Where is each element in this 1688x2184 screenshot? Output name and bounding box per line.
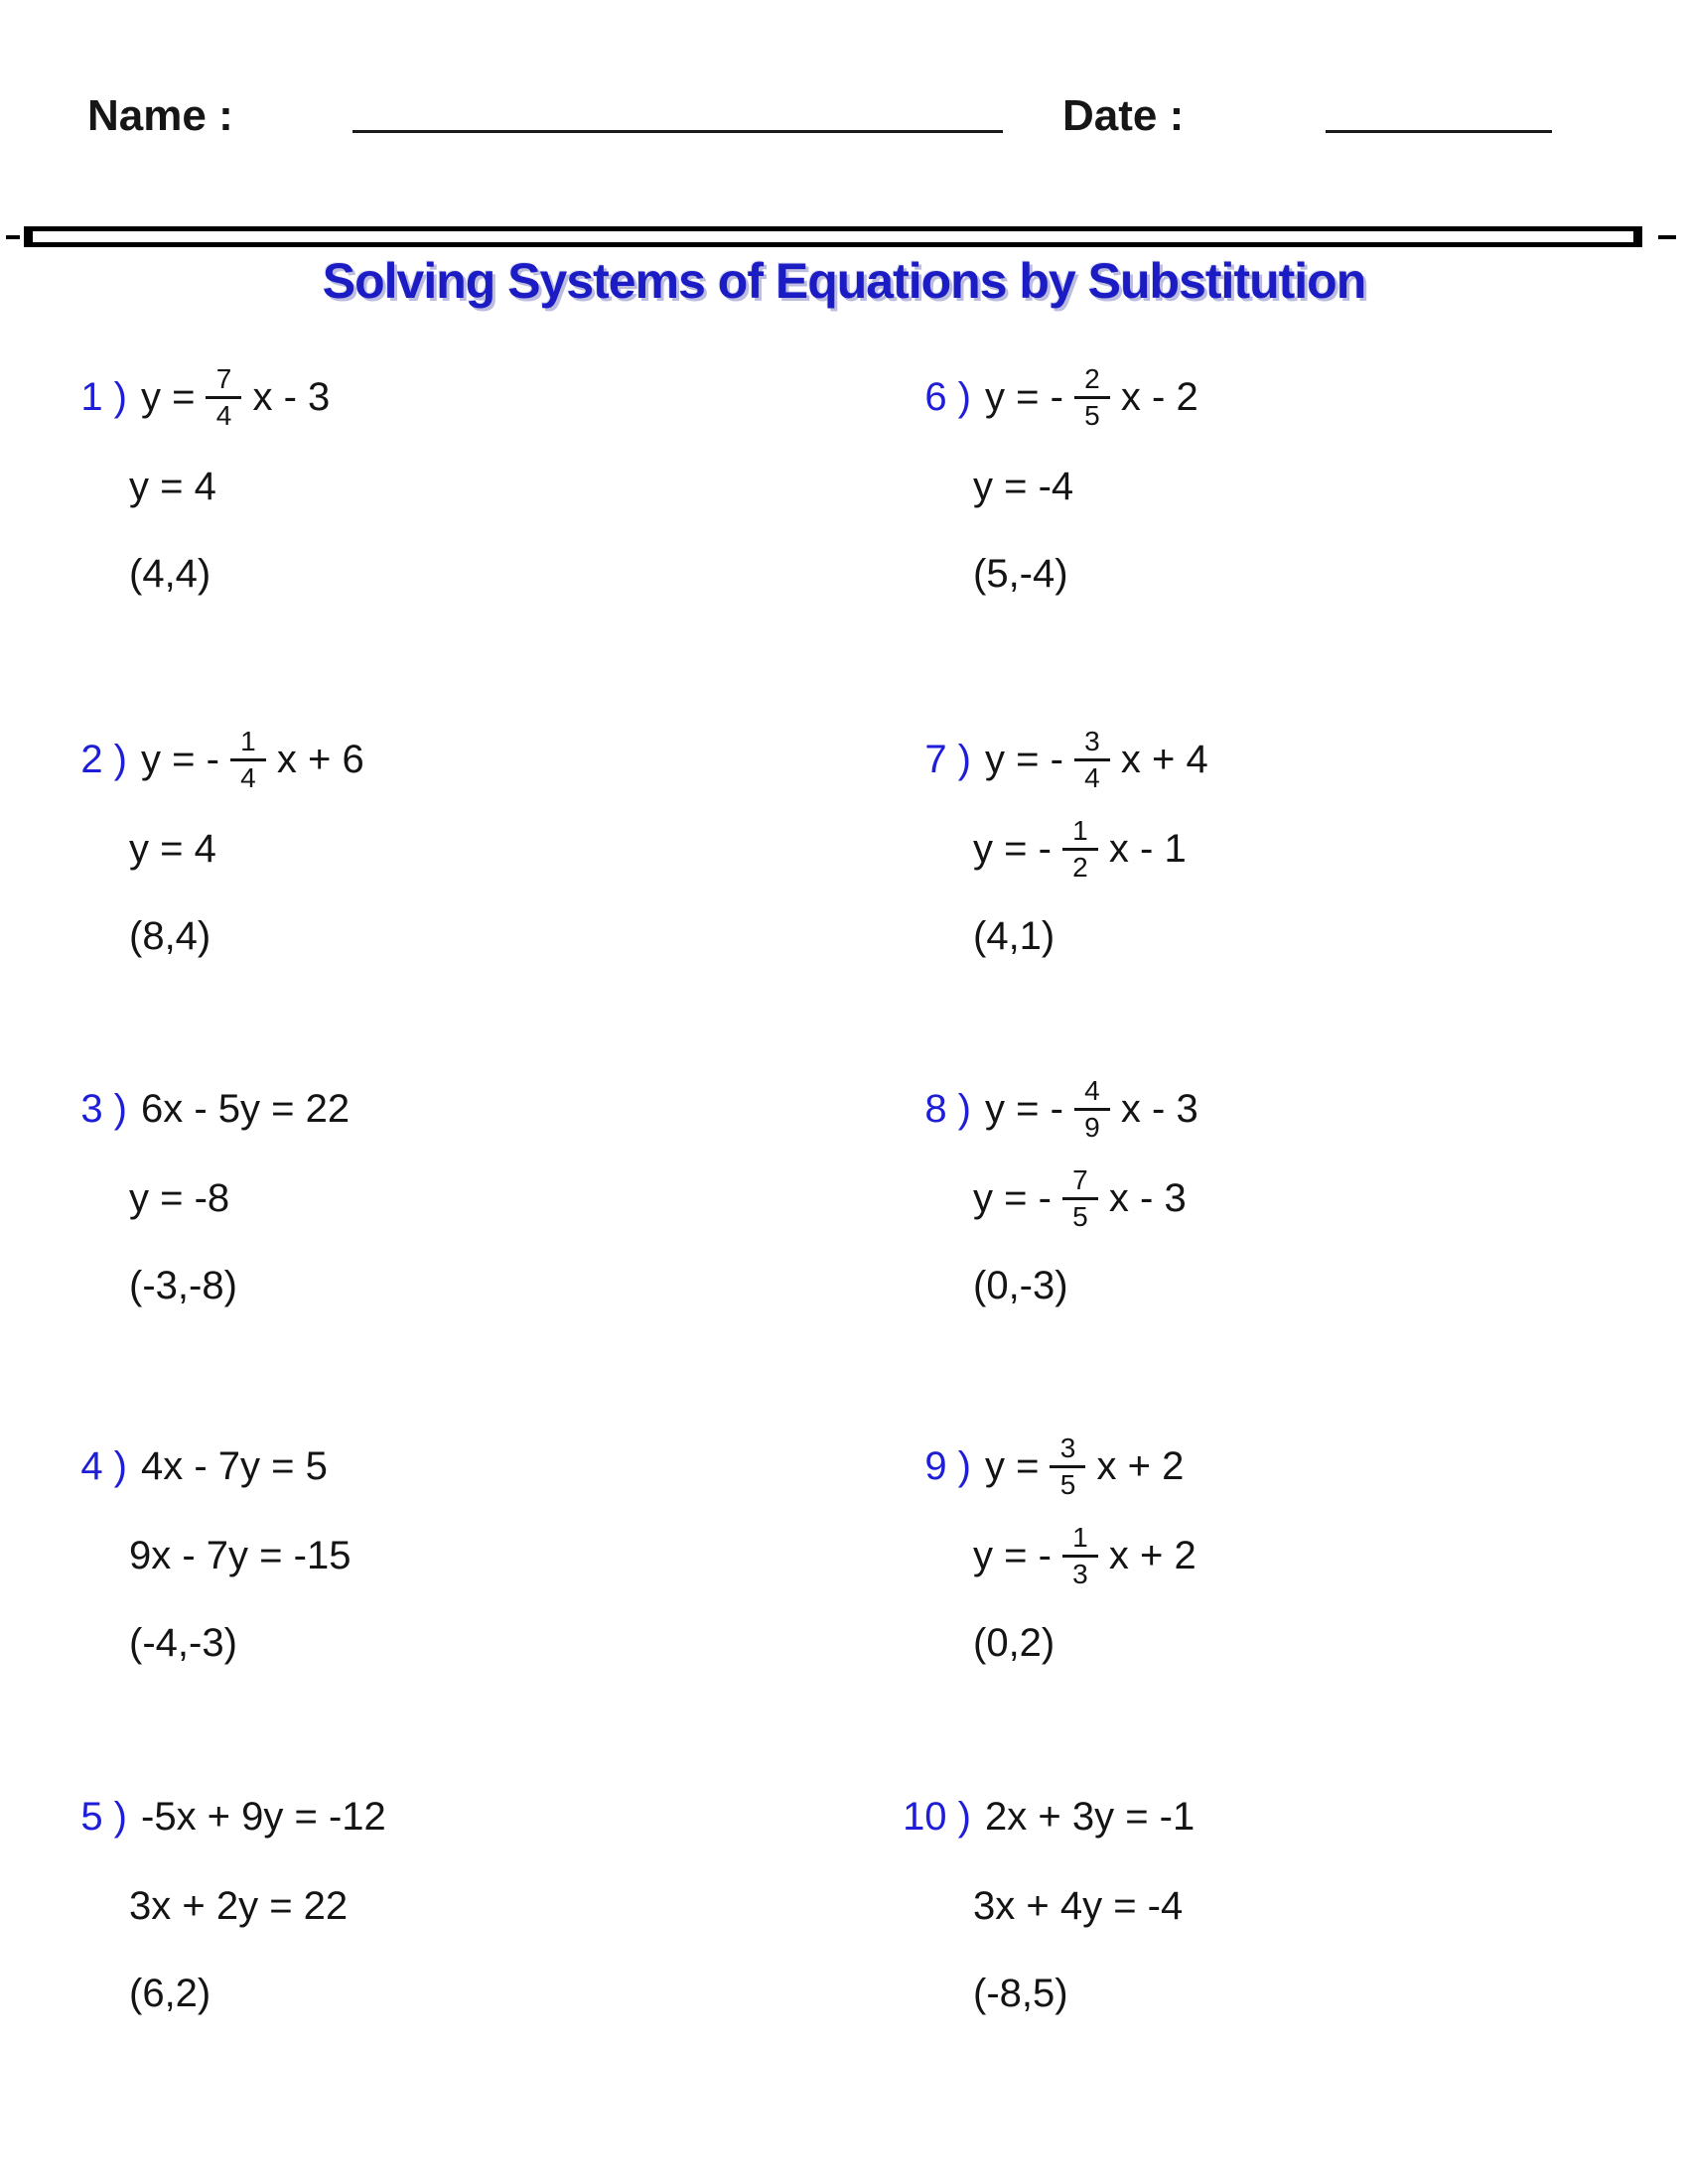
equation [129,1884,348,1928]
problem-first-line [884,1777,1195,1856]
problem-first-line [40,720,364,799]
equation-prefix: y = - [985,375,1063,419]
fraction-denominator: 4 [240,761,256,793]
fraction [1074,725,1110,793]
answer: (0,2) [973,1620,1055,1665]
fraction-denominator: 2 [1072,851,1088,883]
problem-answer-line [40,896,211,976]
answer: (0,-3) [973,1263,1068,1307]
fraction [1062,1521,1098,1589]
fraction-denominator: 9 [1084,1111,1100,1143]
answer: (4,1) [973,913,1055,958]
equation [129,827,216,871]
equation-suffix: x - 3 [252,375,331,419]
equation-suffix: x + 6 [276,738,364,781]
equation [129,1176,229,1220]
equation-text: 4x - 7y = 5 [141,1444,328,1488]
fraction-bar [1050,1465,1085,1468]
answer: (-3,-8) [129,1263,237,1307]
problem-number: 4 ) [80,1443,127,1488]
problem-first-line [40,1427,328,1506]
problem-answer-line [40,1954,211,2033]
problem-block [884,720,1658,980]
fraction-bar [1062,848,1098,851]
fraction [206,362,241,431]
problem-answer-line [40,1246,237,1325]
problem-answer-line [40,1603,237,1683]
fraction-numerator: 2 [1084,362,1100,394]
equation-text: y = -8 [129,1176,230,1220]
answer: (6,2) [129,1971,211,2015]
equation-text: 6x - 5y = 22 [141,1087,351,1131]
problem-second-line [884,1866,1183,1946]
problem-second-line [884,1159,1187,1238]
problem-second-line [40,809,216,888]
equation [973,1521,1196,1589]
problem-block [884,1777,1658,2037]
equation [129,465,216,508]
fraction-denominator: 4 [1084,761,1100,793]
problem-answer-line [884,1954,1068,2033]
equation-suffix: x - 2 [1120,375,1198,419]
equation [973,814,1187,883]
problem-first-line [40,1777,386,1856]
answer: (4,4) [129,551,211,596]
fraction [230,725,266,793]
fraction-bar [1074,1108,1110,1111]
equation [985,1795,1195,1839]
problem-first-line [884,1427,1184,1506]
fraction-bar [206,396,241,399]
fraction-numerator: 3 [1084,725,1100,756]
problem-answer-line [884,896,1055,976]
fraction-bar [230,758,266,761]
fraction-denominator: 3 [1072,1558,1088,1589]
problem-first-line [40,357,330,437]
problem-block [884,1427,1658,1687]
fraction-numerator: 4 [1084,1074,1100,1106]
problem-number: 3 ) [80,1086,127,1131]
equation [141,362,331,431]
worksheet-title: Solving Systems of Equations by Substitution [322,253,1366,309]
equation-prefix: y = [985,1444,1040,1488]
problem-number: 9 ) [924,1443,971,1488]
date-label: Date : [1062,91,1185,140]
equation-text: 3x + 2y = 22 [129,1884,349,1928]
equation [129,1534,351,1577]
fraction-numerator: 3 [1059,1432,1076,1463]
equation-suffix: x - 3 [1120,1087,1198,1131]
equation-prefix: y = - [973,1534,1052,1577]
fraction-denominator: 5 [1084,399,1100,431]
equation [973,1163,1187,1232]
problem-second-line [40,447,216,526]
date-blank-line [1326,130,1552,133]
equation-text: y = 4 [129,465,216,508]
problem-answer-line [884,534,1068,614]
fraction-denominator: 4 [215,399,232,431]
equation [985,1074,1198,1143]
problem-second-line [40,1516,351,1595]
problem-number: 6 ) [924,374,971,419]
equation-prefix: y = - [973,1176,1052,1220]
header-divider-rule [24,226,1642,247]
fraction [1062,814,1098,883]
fraction-bar [1074,758,1110,761]
problem-answer-line [884,1246,1068,1325]
equation-suffix: x - 1 [1108,827,1187,871]
equation-prefix: y = - [985,738,1063,781]
problem-block [40,357,814,617]
fraction-numerator: 7 [215,362,232,394]
problem-second-line [40,1866,348,1946]
equation [973,1884,1183,1928]
equation-suffix: x - 3 [1108,1176,1187,1220]
problem-answer-line [884,1603,1055,1683]
fraction-numerator: 1 [240,725,256,756]
answer: (-4,-3) [129,1620,237,1665]
problem-number: 10 ) [903,1794,971,1839]
equation [141,1795,386,1839]
fraction-numerator: 1 [1072,814,1088,846]
problem-second-line [884,809,1187,888]
equation-suffix: x + 2 [1096,1444,1185,1488]
equation-text: 9x - 7y = -15 [129,1534,352,1577]
problem-block [884,357,1658,617]
fraction [1074,362,1110,431]
fraction-bar [1062,1197,1098,1200]
equation-text: 2x + 3y = -1 [985,1795,1196,1839]
problem-block [40,1777,814,2037]
problem-second-line [884,1516,1196,1595]
equation-prefix: y = - [973,827,1052,871]
equation-suffix: x + 2 [1108,1534,1196,1577]
fraction-bar [1062,1555,1098,1558]
equation-text: y = 4 [129,827,216,871]
problem-number: 5 ) [80,1794,127,1839]
equation-prefix: y = - [141,738,219,781]
equation [973,465,1073,508]
equation-text: -5x + 9y = -12 [141,1795,386,1839]
fraction [1062,1163,1098,1232]
problem-number: 1 ) [80,374,127,419]
fraction [1050,1434,1085,1499]
equation-suffix: x + 4 [1120,738,1208,781]
equation [985,1434,1184,1499]
problem-block [40,1427,814,1687]
problem-first-line [884,357,1198,437]
equation [141,1087,350,1131]
fraction-bar [1074,396,1110,399]
problem-block [40,1069,814,1329]
answer: (8,4) [129,913,211,958]
equation-text: y = -4 [973,465,1074,508]
fraction-numerator: 1 [1072,1521,1088,1553]
equation-prefix: y = - [985,1087,1063,1131]
problem-answer-line [40,534,211,614]
problem-first-line [884,720,1208,799]
problem-block [40,720,814,980]
fraction-denominator: 5 [1072,1200,1088,1232]
problem-second-line [884,447,1073,526]
problem-number: 8 ) [924,1086,971,1131]
answer: (5,-4) [973,551,1068,596]
equation [141,725,364,793]
fraction [1074,1074,1110,1143]
name-label: Name : [87,91,233,140]
problem-number: 7 ) [924,737,971,781]
equation [985,362,1198,431]
problem-second-line [40,1159,229,1238]
equation [141,1444,328,1488]
rule-left-dash [6,235,20,239]
rule-right-dash [1658,235,1676,239]
fraction-denominator: 5 [1059,1468,1076,1500]
problem-first-line [40,1069,350,1149]
equation-prefix: y = [141,375,196,419]
equation [985,725,1208,793]
name-blank-line [352,130,1003,133]
problem-number: 2 ) [80,737,127,781]
problem-block [884,1069,1658,1329]
problem-first-line [884,1069,1198,1149]
fraction-numerator: 7 [1072,1163,1088,1195]
answer: (-8,5) [973,1971,1068,2015]
equation-text: 3x + 4y = -4 [973,1884,1184,1928]
